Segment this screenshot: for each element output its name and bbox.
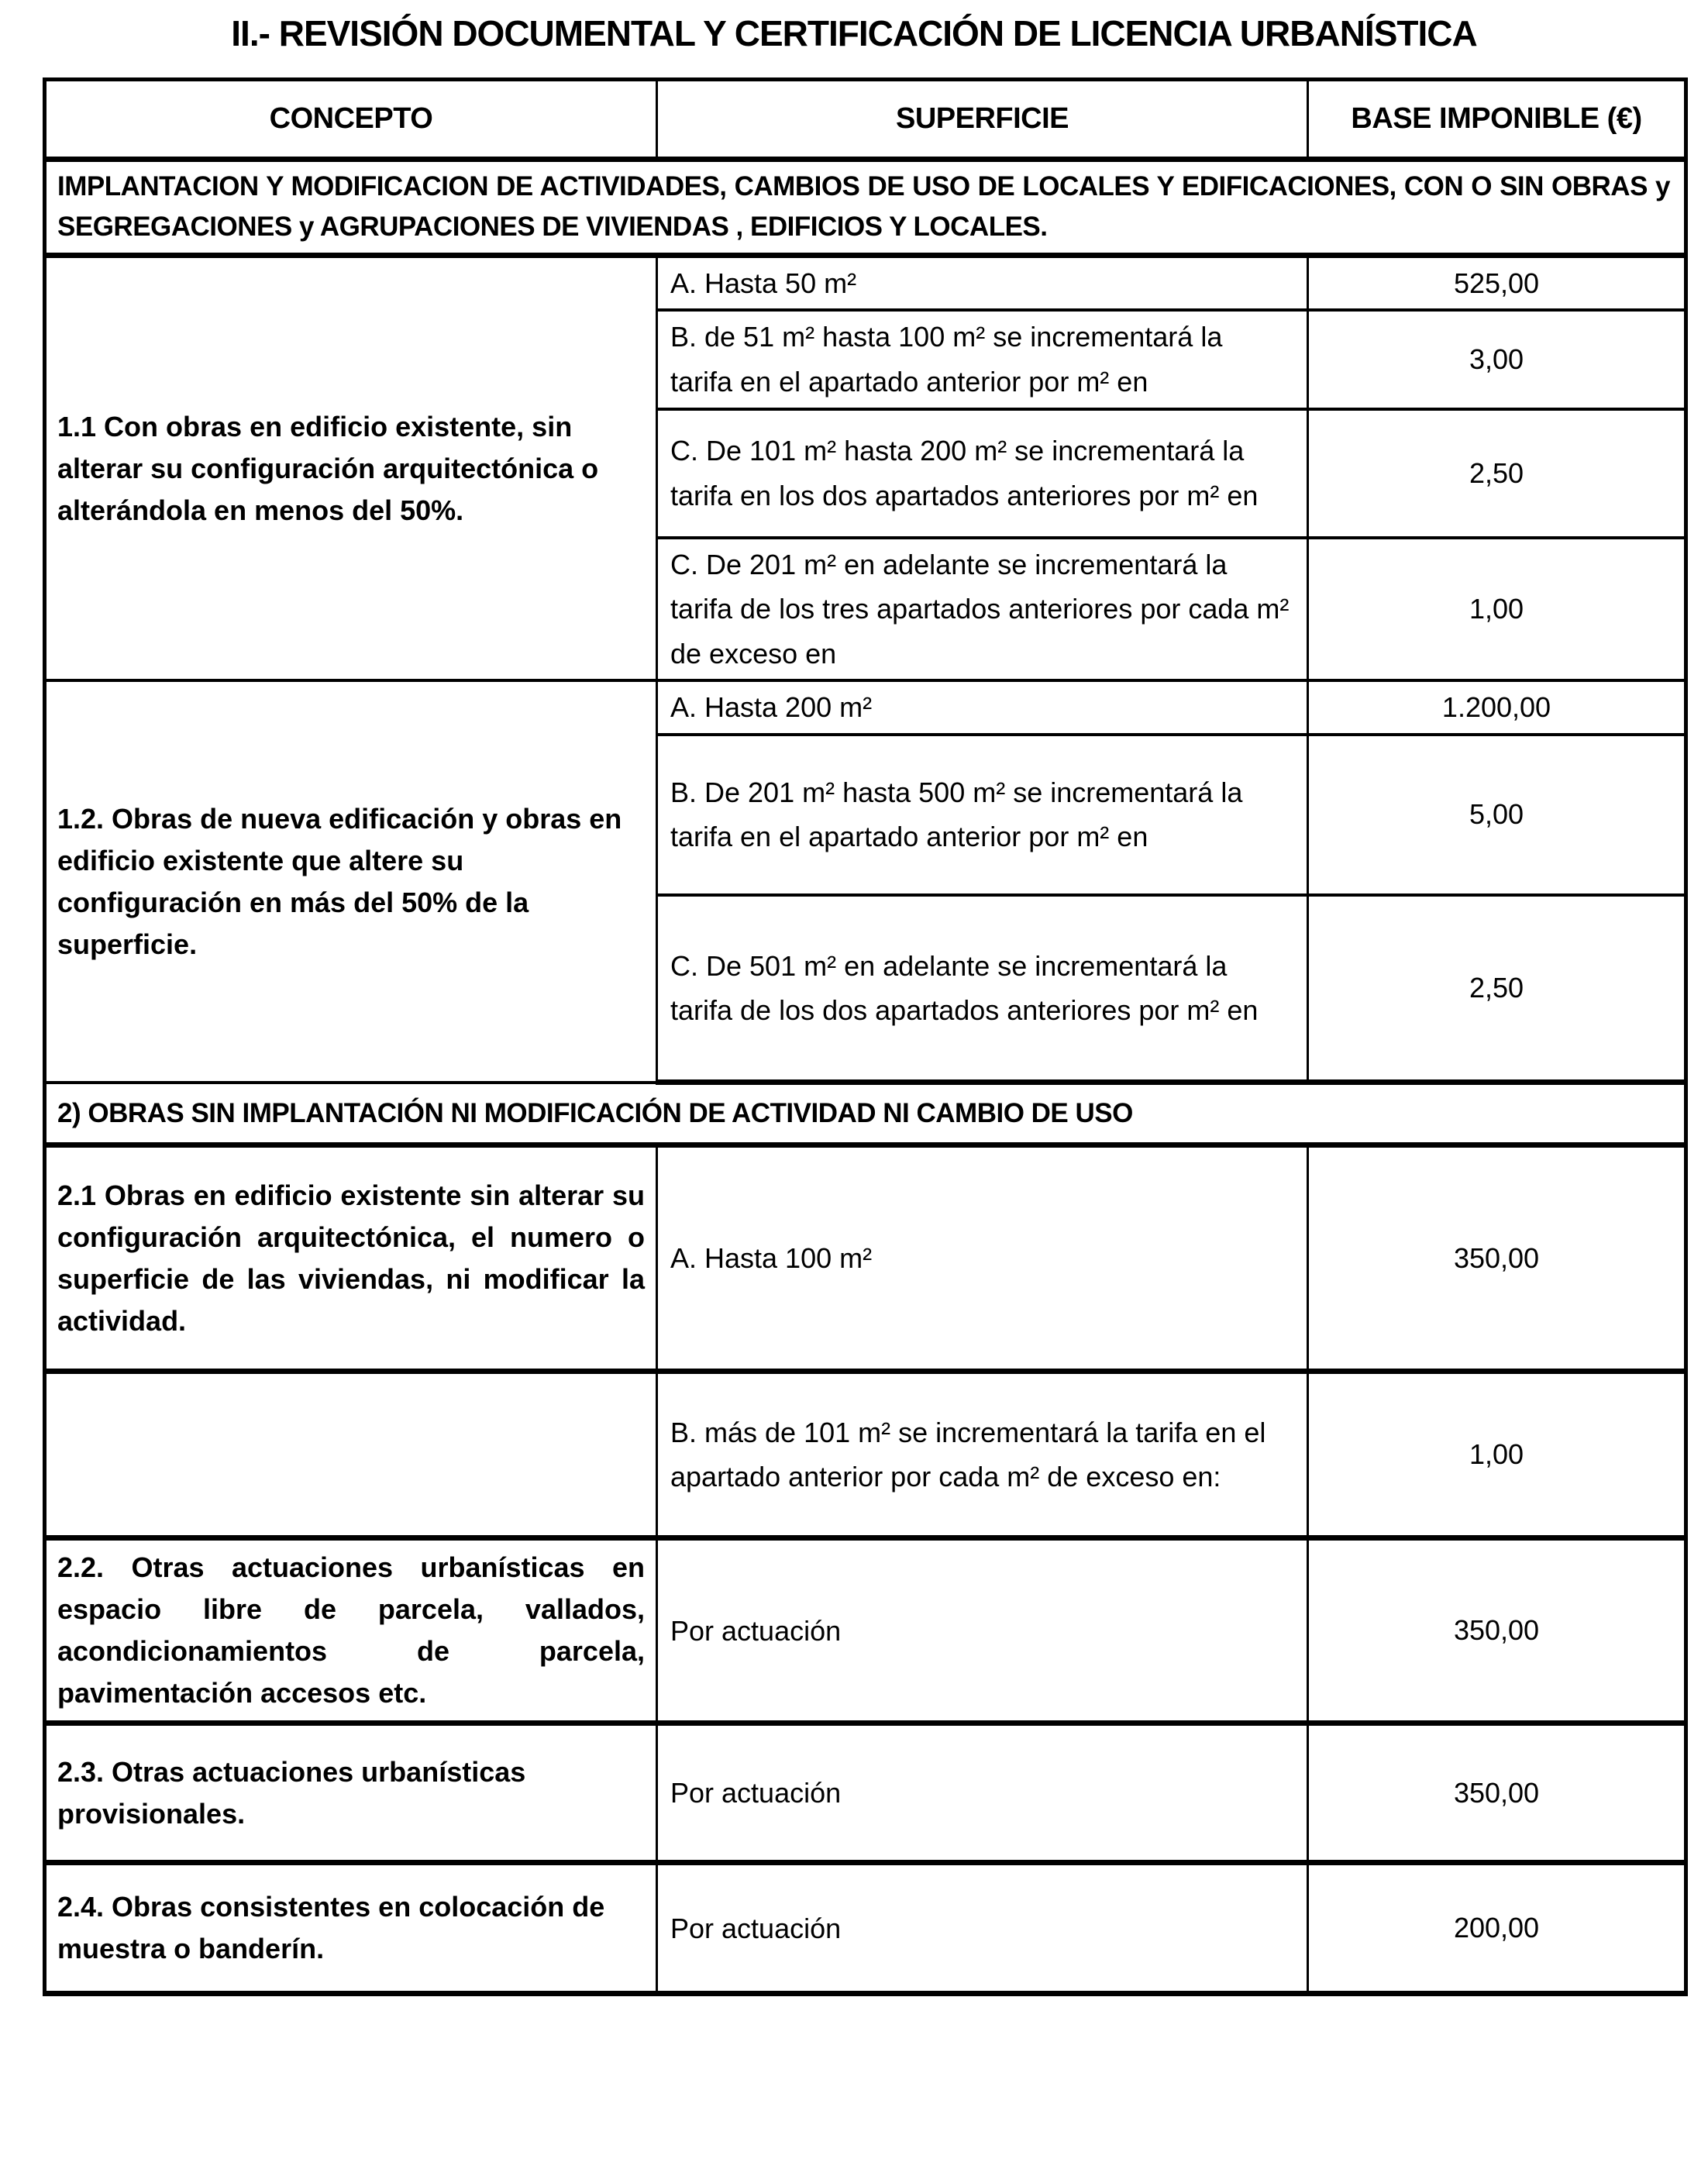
table-row-2-2 bbox=[45, 1538, 1686, 1723]
section-2-header-row bbox=[45, 1083, 1686, 1145]
column-header-base-imponible: BASE IMPONIBLE (€) bbox=[1308, 79, 1686, 159]
table-row-2-3 bbox=[45, 1723, 1686, 1863]
section-2-header: 2) OBRAS SIN IMPLANTACIÓN NI MODIFICACIÓN DE ACTIVIDAD NI CAMBIO DE USO bbox=[45, 1083, 1686, 1145]
superficie-cell: A. Hasta 50 m² bbox=[657, 255, 1308, 310]
superficie-cell-2-2: Por actuación bbox=[657, 1538, 1308, 1723]
column-header-concepto: CONCEPTO bbox=[45, 79, 657, 159]
base-cell: 3,00 bbox=[1308, 310, 1686, 408]
base-cell: 2,50 bbox=[1308, 409, 1686, 538]
base-cell: 525,00 bbox=[1308, 255, 1686, 310]
superficie-cell: C. De 201 m² en adelante se incrementará la tarifa de los tres apartados anteriores por cada m² de exceso en bbox=[657, 538, 1308, 681]
concepto-cell-2-4: 2.4. Obras consistentes en colocación de muestra o banderín. bbox=[45, 1863, 657, 1994]
section-1-header: IMPLANTACION Y MODIFICACION DE ACTIVIDADES, CAMBIOS DE USO DE LOCALES Y EDIFICACIONES, CON O SIN OBRAS y SEGREGACIONES y AGRUPACIONES DE VIVIENDAS , EDIFICIOS Y LOCALES. bbox=[45, 159, 1686, 255]
concepto-cell-empty bbox=[45, 1372, 657, 1538]
superficie-cell: B. de 51 m² hasta 100 m² se incrementará la tarifa en el apartado anterior por m² en bbox=[657, 310, 1308, 408]
concepto-cell-2-1: 2.1 Obras en edificio existente sin alterar su configuración arquitectónica, el numero o superficie de las viviendas, ni modificar la actividad. bbox=[45, 1145, 657, 1372]
superficie-cell-2-1-b: B. más de 101 m² se incrementará la tarifa en el apartado anterior por cada m² de exceso en: bbox=[657, 1372, 1308, 1538]
base-cell: 5,00 bbox=[1308, 735, 1686, 895]
table-row bbox=[45, 680, 1686, 735]
base-cell-2-4: 200,00 bbox=[1308, 1863, 1686, 1994]
superficie-cell-2-3: Por actuación bbox=[657, 1723, 1308, 1863]
base-cell: 1.200,00 bbox=[1308, 680, 1686, 735]
document-title: II.- REVISIÓN DOCUMENTAL Y CERTIFICACIÓN DE LICENCIA URBANÍSTICA bbox=[231, 13, 1477, 53]
concepto-cell-2-3: 2.3. Otras actuaciones urbanísticas provisionales. bbox=[45, 1723, 657, 1863]
superficie-cell-2-4: Por actuación bbox=[657, 1863, 1308, 1994]
table-row bbox=[45, 255, 1686, 310]
superficie-cell: A. Hasta 200 m² bbox=[657, 680, 1308, 735]
table-row-2-1-b bbox=[45, 1372, 1686, 1538]
superficie-cell: B. De 201 m² hasta 500 m² se incrementará la tarifa en el apartado anterior por m² en bbox=[657, 735, 1308, 895]
tariff-table bbox=[43, 77, 1688, 1997]
base-cell: 2,50 bbox=[1308, 895, 1686, 1083]
section-1-header-row bbox=[45, 159, 1686, 255]
table-row-2-1 bbox=[45, 1145, 1686, 1372]
column-header-superficie: SUPERFICIE bbox=[657, 79, 1308, 159]
base-cell-2-3: 350,00 bbox=[1308, 1723, 1686, 1863]
table-row-2-4 bbox=[45, 1863, 1686, 1994]
superficie-cell: C. De 101 m² hasta 200 m² se incrementará la tarifa en los dos apartados anteriores por m² en bbox=[657, 409, 1308, 538]
table-header-row bbox=[45, 79, 1686, 159]
concepto-cell-1-1: 1.1 Con obras en edificio existente, sin alterar su configuración arquitectónica o alterándola en menos del 50%. bbox=[45, 255, 657, 680]
superficie-cell: C. De 501 m² en adelante se incrementará la tarifa de los dos apartados anteriores por m² en bbox=[657, 895, 1308, 1083]
concepto-cell-1-2: 1.2. Obras de nueva edificación y obras en edificio existente que altere su configuración en más del 50% de la superficie. bbox=[45, 680, 657, 1083]
base-cell-2-1: 350,00 bbox=[1308, 1145, 1686, 1372]
base-cell: 1,00 bbox=[1308, 538, 1686, 681]
base-cell-2-2: 350,00 bbox=[1308, 1538, 1686, 1723]
concepto-cell-2-2: 2.2. Otras actuaciones urbanísticas en espacio libre de parcela, vallados, acondicionamientos de parcela, pavimentación accesos etc. bbox=[45, 1538, 657, 1723]
superficie-cell-2-1: A. Hasta 100 m² bbox=[657, 1145, 1308, 1372]
base-cell-2-1-b: 1,00 bbox=[1308, 1372, 1686, 1538]
